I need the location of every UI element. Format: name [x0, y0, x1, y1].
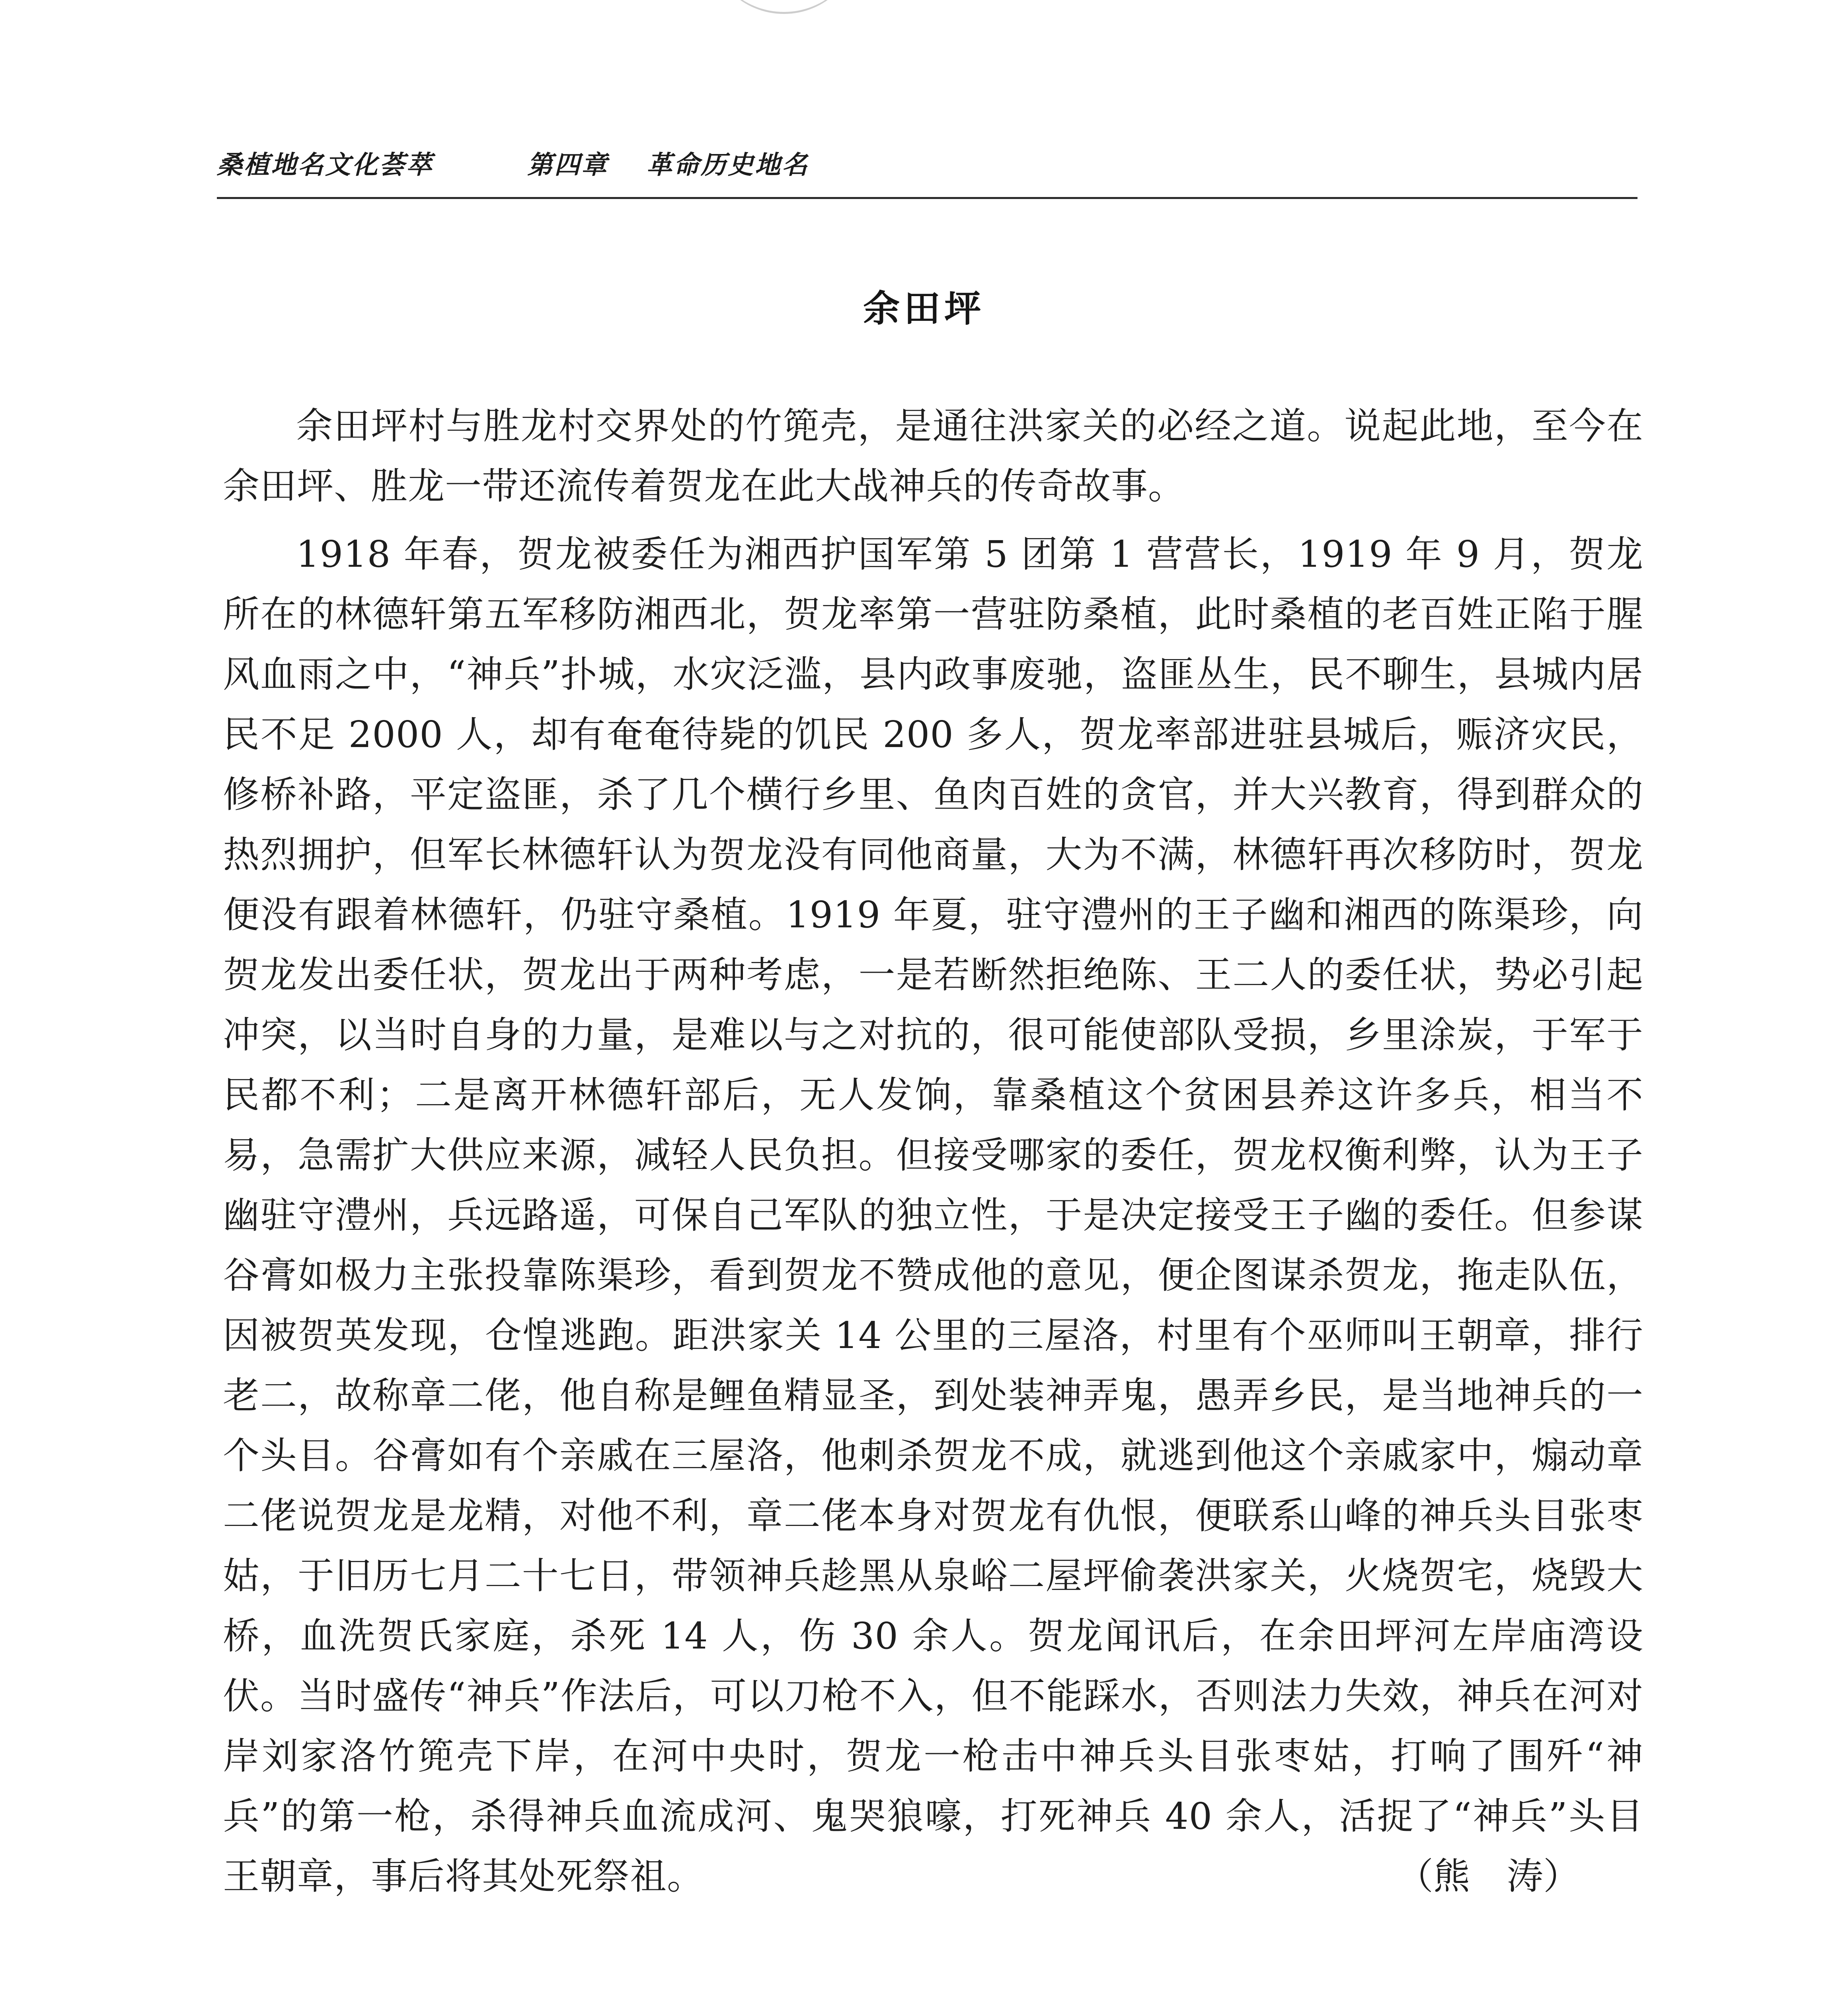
paragraph-intro: 余田坪村与胜龙村交界处的竹篼壳，是通往洪家关的必经之道。说起此地，至今在余田坪、胜龙一带还流传着贺龙在此大战神兵的传奇故事。 [223, 405, 1643, 507]
author-credit: （熊 涛） [1396, 1855, 1580, 1898]
paragraph-main [223, 524, 1643, 1906]
header-section: 革命历史地名 [647, 150, 809, 180]
scan-shadow-arc [708, 0, 860, 14]
article-body [223, 396, 1643, 1914]
article-title: 余田坪 [863, 287, 985, 330]
running-header [217, 141, 809, 181]
paragraph-main-text: 1918 年春，贺龙被委任为湘西护国军第 5 团第 1 营营长，1919 年 9 月，贺龙所在的林德轩第五军移防湘西北，贺龙率第一营驻防桑植，此时桑植的老百姓正陷于腥风血雨之中，“神兵”扑城，水灾泛滥，县内政事废驰，盗匪丛生，民不聊生，县城内居民不足 2000 人，却有奄奄待毙的饥民 200 多人，贺龙率部进驻县城后，赈济灾民，修桥补路，平定盗匪，杀了几个横行乡里、鱼肉百姓的贪官，并大兴教育，得到群众的热烈拥护，但军长林德轩认为贺龙没有同他商量，大为不满，林德轩再次移防时，贺龙便没有跟着林德轩，仍驻守桑植。1919 年夏，驻守澧州的王子幽和湘西的陈渠珍，向贺龙发出委任状，贺龙出于两种考虑，一是若断然拒绝陈、王二人的委任状，势必引起冲突，以当时自身的力量，是难以与之对抗的，很可能使部队受损，乡里涂炭，于军于民都不利；二是离开林德轩部后，无人发饷，靠桑植这个贫困县养这许多兵，相当不易，急需扩大供应来源，减轻人民负担。但接受哪家的委任，贺龙权衡利弊，认为王子幽驻守澧州，兵远路遥，可保自己军队的独立性，于是决定接受王子幽的委任。但参谋谷膏如极力主张投靠陈渠珍，看到贺龙不赞成他的意见，便企图谋杀贺龙，拖走队伍，因被贺英发现，仓惶逃跑。距洪家关 14 公里的三屋洛，村里有个巫师叫王朝章，排行老二，故称章二佬，他自称是鲤鱼精显圣，到处装神弄鬼，愚弄乡民，是当地神兵的一个头目。谷膏如有个亲戚在三屋洛，他刺杀贺龙不成，就逃到他这个亲戚家中，煽动章二佬说贺龙是龙精，对他不利，章二佬本身对贺龙有仇恨，便联系山峰的神兵头目张枣姑，于旧历七月二十七日，带领神兵趁黑从泉峪二屋坪偷袭洪家关，火烧贺宅，烧毁大桥，血洗贺氏家庭，杀死 14 人，伤 30 余人。贺龙闻讯后，在余田坪河左岸庙湾设伏。当时盛传“神兵”作法后，可以刀枪不入，但不能踩水，否则法力失效，神兵在河对岸刘家洛竹篼壳下岸，在河中央时，贺龙一枪击中神兵头目张枣姑，打响了围歼“神兵”的第一枪，杀得神兵血流成河、鬼哭狼嚎，打死神兵 40 余人，活捉了“神兵”头目王朝章，事后将其处死祭祖。 [223, 533, 1643, 1898]
header-divider [217, 197, 1637, 199]
header-chapter: 第四章 [527, 150, 608, 180]
header-book-title: 桑植地名文化荟萃 [217, 150, 433, 180]
